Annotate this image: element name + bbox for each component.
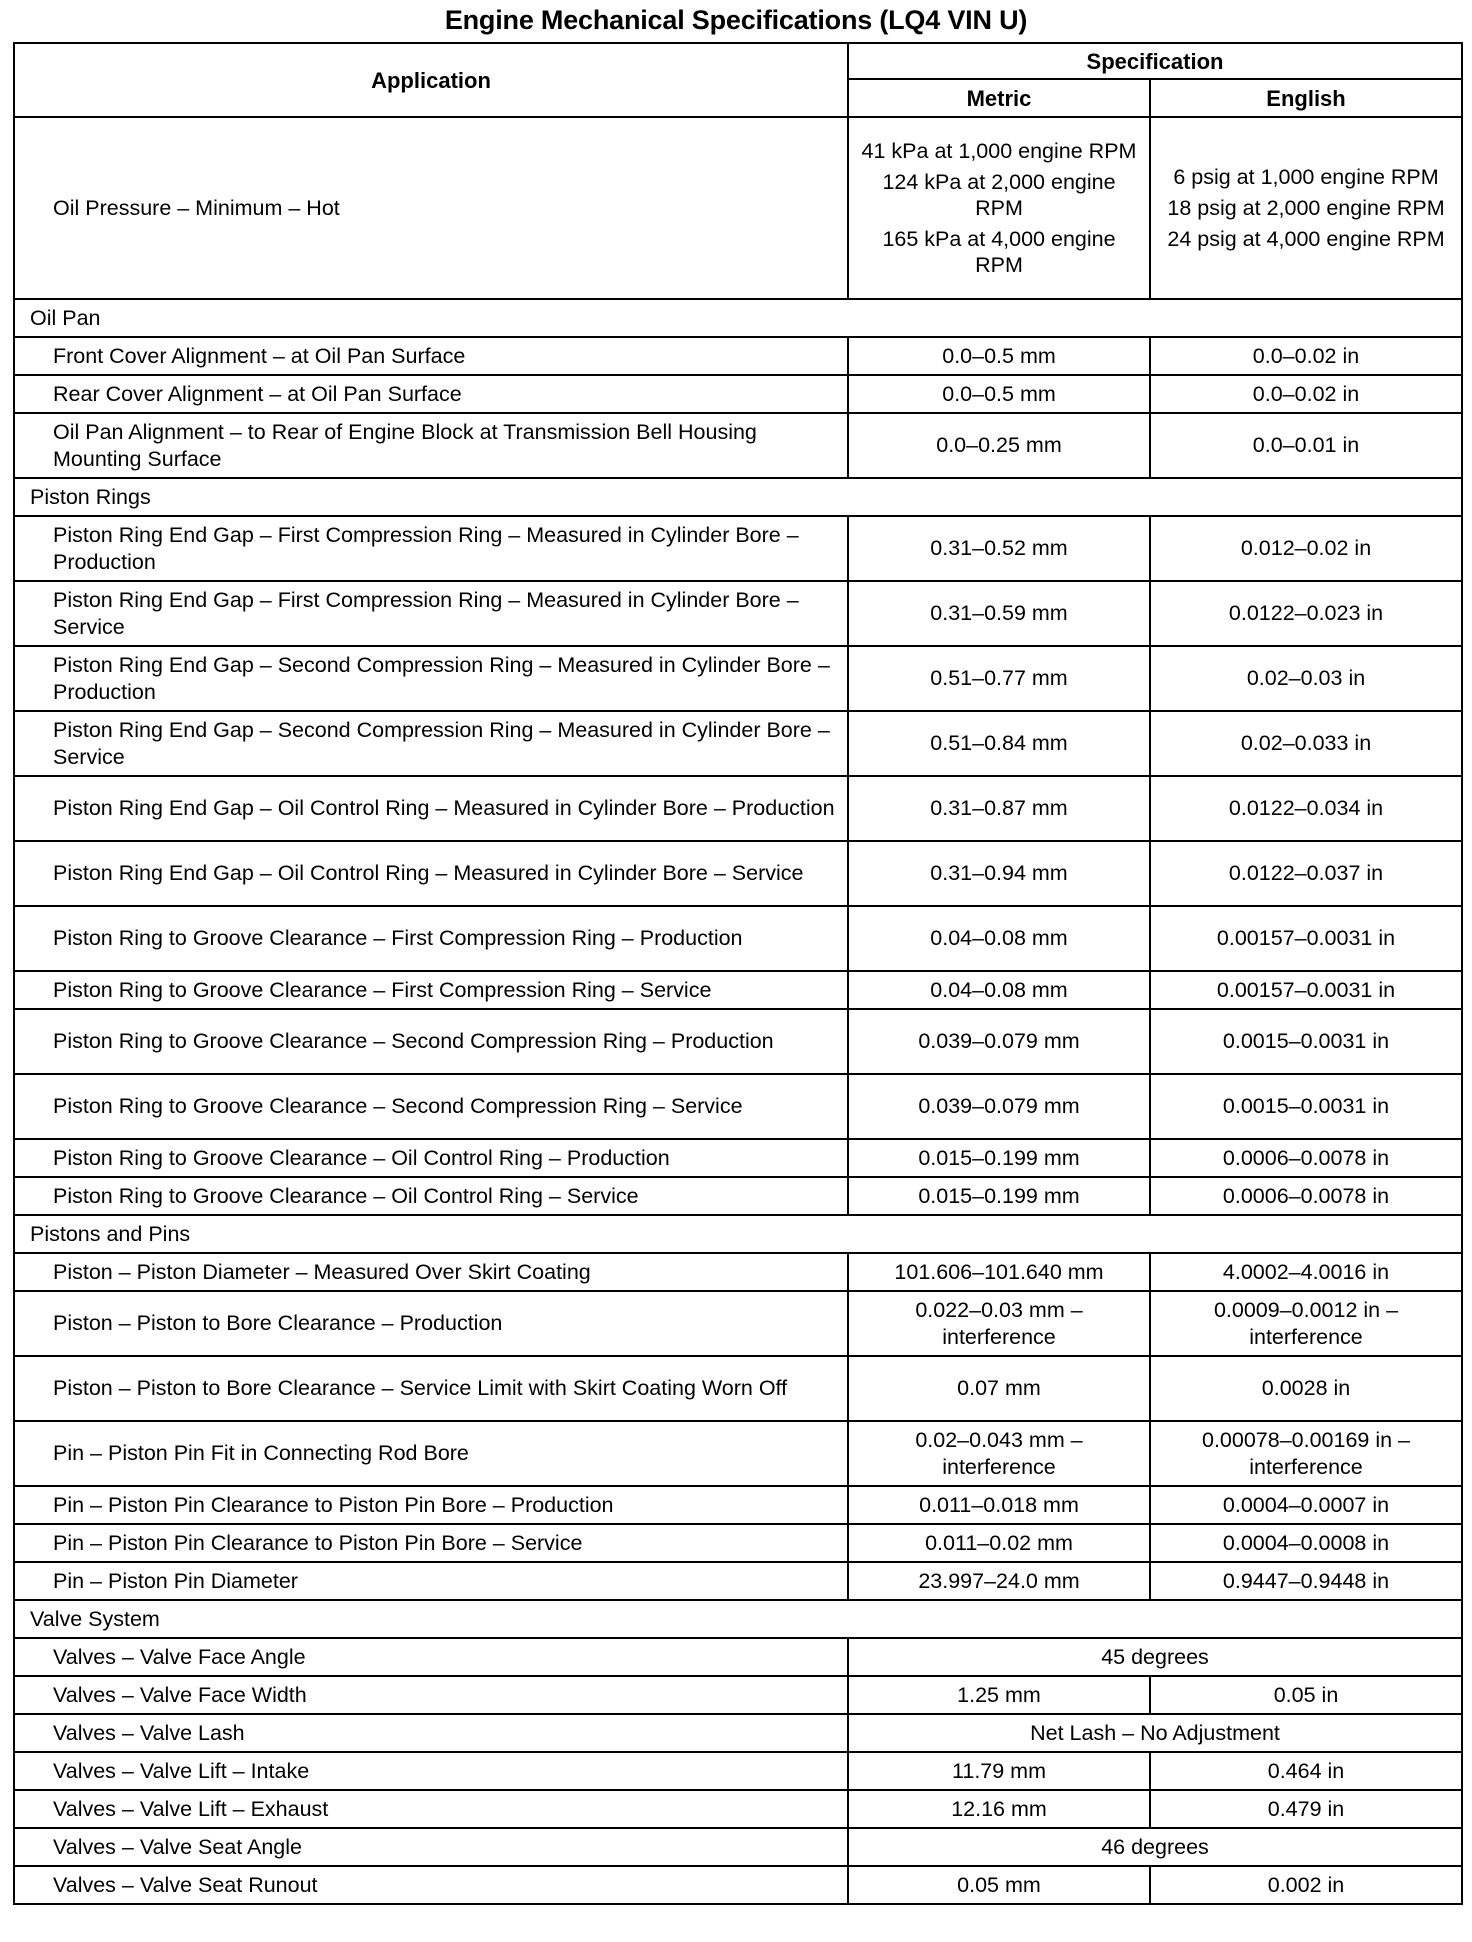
application-cell: Pin – Piston Pin Clearance to Piston Pin Bore – Production bbox=[14, 1486, 848, 1524]
english-cell bbox=[1150, 413, 1462, 478]
metric-value: 0.31–0.59 mm bbox=[930, 601, 1068, 625]
table-row bbox=[14, 711, 1462, 776]
english-cell bbox=[1150, 776, 1462, 841]
metric-value: 124 kPa at 2,000 engine RPM bbox=[882, 170, 1116, 220]
metric-cell bbox=[848, 906, 1150, 971]
application-cell: Piston Ring to Groove Clearance – Second Compression Ring – Production bbox=[14, 1009, 848, 1074]
column-header-metric: Metric bbox=[848, 79, 1150, 117]
column-header-application: Application bbox=[14, 43, 848, 117]
table-row bbox=[14, 1291, 1462, 1356]
section-row bbox=[14, 1215, 1462, 1253]
metric-cell bbox=[848, 776, 1150, 841]
table-row bbox=[14, 1676, 1462, 1714]
table-row bbox=[14, 841, 1462, 906]
metric-value: 12.16 mm bbox=[951, 1796, 1047, 1821]
table-row bbox=[14, 1562, 1462, 1600]
english-cell bbox=[1150, 1177, 1462, 1215]
application-cell: Piston Ring End Gap – First Compression Ring – Measured in Cylinder Bore – Production bbox=[14, 516, 848, 581]
metric-value: 0.0–0.5 mm bbox=[942, 343, 1056, 368]
english-value: 0.0015–0.0031 in bbox=[1222, 1029, 1390, 1053]
table-row bbox=[14, 1714, 1462, 1752]
table-row bbox=[14, 413, 1462, 478]
metric-cell bbox=[848, 375, 1150, 413]
english-cell bbox=[1150, 1486, 1462, 1524]
english-cell bbox=[1150, 117, 1462, 299]
application-cell: Piston Ring to Groove Clearance – First Compression Ring – Production bbox=[14, 906, 848, 971]
metric-cell bbox=[848, 1074, 1150, 1139]
metric-cell bbox=[848, 1291, 1150, 1356]
specifications-table bbox=[13, 42, 1463, 1905]
english-value: 0.0004–0.0008 in bbox=[1222, 1530, 1390, 1555]
table-row bbox=[14, 1828, 1462, 1866]
english-value: 6 psig at 1,000 engine RPM bbox=[1173, 165, 1439, 189]
english-cell bbox=[1150, 1676, 1462, 1714]
metric-value: 0.31–0.52 mm bbox=[930, 536, 1068, 560]
english-value: 4.0002–4.0016 in bbox=[1222, 1259, 1390, 1284]
section-heading: Piston Rings bbox=[14, 478, 1462, 516]
table-row bbox=[14, 1866, 1462, 1904]
section-row bbox=[14, 1600, 1462, 1638]
english-value: 0.00157–0.0031 in bbox=[1216, 977, 1396, 1002]
english-cell bbox=[1150, 1562, 1462, 1600]
english-cell bbox=[1150, 711, 1462, 776]
metric-value: 0.04–0.08 mm bbox=[930, 977, 1068, 1002]
english-cell bbox=[1150, 1074, 1462, 1139]
metric-cell bbox=[848, 1421, 1150, 1486]
english-cell bbox=[1150, 1139, 1462, 1177]
table-row-oil-pressure bbox=[14, 117, 1462, 299]
english-cell bbox=[1150, 1790, 1462, 1828]
application-cell: Piston – Piston to Bore Clearance – Service Limit with Skirt Coating Worn Off bbox=[14, 1356, 848, 1421]
metric-cell bbox=[848, 337, 1150, 375]
english-cell bbox=[1150, 1752, 1462, 1790]
english-cell bbox=[1150, 1421, 1462, 1486]
metric-value: 0.31–0.94 mm bbox=[930, 861, 1068, 885]
english-cell bbox=[1150, 646, 1462, 711]
english-value: 0.05 in bbox=[1273, 1682, 1339, 1707]
section-heading: Oil Pan bbox=[14, 299, 1462, 337]
english-value: 18 psig at 2,000 engine RPM bbox=[1167, 196, 1445, 220]
table-row bbox=[14, 1790, 1462, 1828]
metric-value: 23.997–24.0 mm bbox=[918, 1568, 1080, 1593]
application-cell: Piston – Piston Diameter – Measured Over Skirt Coating bbox=[14, 1253, 848, 1291]
metric-cell bbox=[848, 1486, 1150, 1524]
column-header-english: English bbox=[1150, 79, 1462, 117]
english-value: 0.0006–0.0078 in bbox=[1222, 1145, 1390, 1170]
metric-cell bbox=[848, 1177, 1150, 1215]
application-cell: Pin – Piston Pin Diameter bbox=[14, 1562, 848, 1600]
application-cell: Valves – Valve Lash bbox=[14, 1714, 848, 1752]
application-cell: Valves – Valve Seat Angle bbox=[14, 1828, 848, 1866]
english-value: 0.479 in bbox=[1267, 1796, 1345, 1821]
metric-value: 0.31–0.87 mm bbox=[930, 796, 1068, 820]
metric-value: 0.04–0.08 mm bbox=[930, 926, 1068, 950]
english-cell bbox=[1150, 1356, 1462, 1421]
english-value: 0.0006–0.0078 in bbox=[1222, 1183, 1390, 1208]
application-cell: Valves – Valve Lift – Exhaust bbox=[14, 1790, 848, 1828]
english-cell bbox=[1150, 516, 1462, 581]
english-value: 0.02–0.03 in bbox=[1246, 666, 1366, 690]
english-value: 0.0122–0.034 in bbox=[1228, 796, 1384, 820]
table-row bbox=[14, 1638, 1462, 1676]
metric-value: 0.0–0.5 mm bbox=[942, 381, 1056, 406]
metric-value: 0.02–0.043 mm – interference bbox=[915, 1427, 1083, 1479]
english-value: 0.0122–0.023 in bbox=[1228, 601, 1384, 625]
application-cell: Valves – Valve Seat Runout bbox=[14, 1866, 848, 1904]
metric-cell bbox=[848, 971, 1150, 1009]
table-row bbox=[14, 1486, 1462, 1524]
section-row bbox=[14, 299, 1462, 337]
english-value: 0.0028 in bbox=[1261, 1376, 1351, 1400]
metric-value: 0.05 mm bbox=[957, 1872, 1041, 1897]
english-value: 0.464 in bbox=[1267, 1758, 1345, 1783]
metric-value: 0.015–0.199 mm bbox=[918, 1145, 1080, 1170]
metric-cell bbox=[848, 841, 1150, 906]
metric-value: 0.0–0.25 mm bbox=[936, 433, 1062, 457]
metric-cell bbox=[848, 1752, 1150, 1790]
english-value: 0.02–0.033 in bbox=[1240, 731, 1372, 755]
english-value: 0.002 in bbox=[1267, 1872, 1345, 1897]
application-cell: Piston Ring End Gap – Second Compression Ring – Measured in Cylinder Bore – Service bbox=[14, 711, 848, 776]
metric-value: 1.25 mm bbox=[957, 1682, 1041, 1707]
metric-cell bbox=[848, 1676, 1150, 1714]
english-value: 0.00157–0.0031 in bbox=[1216, 926, 1396, 950]
table-row bbox=[14, 1524, 1462, 1562]
metric-value: 0.011–0.02 mm bbox=[925, 1530, 1073, 1555]
table-row bbox=[14, 1421, 1462, 1486]
table-row bbox=[14, 1177, 1462, 1215]
english-value: 0.0015–0.0031 in bbox=[1222, 1094, 1390, 1118]
metric-cell bbox=[848, 1790, 1150, 1828]
english-cell bbox=[1150, 906, 1462, 971]
application-cell: Front Cover Alignment – at Oil Pan Surface bbox=[14, 337, 848, 375]
table-row bbox=[14, 337, 1462, 375]
application-cell: Pin – Piston Pin Clearance to Piston Pin Bore – Service bbox=[14, 1524, 848, 1562]
english-cell bbox=[1150, 1524, 1462, 1562]
table-row bbox=[14, 906, 1462, 971]
english-cell bbox=[1150, 337, 1462, 375]
column-header-specification: Specification bbox=[848, 43, 1462, 79]
application-cell: Valves – Valve Face Angle bbox=[14, 1638, 848, 1676]
table-row bbox=[14, 581, 1462, 646]
metric-value: 0.039–0.079 mm bbox=[918, 1094, 1080, 1118]
table-row bbox=[14, 516, 1462, 581]
metric-cell bbox=[848, 1253, 1150, 1291]
english-cell bbox=[1150, 841, 1462, 906]
metric-value: 0.011–0.018 mm bbox=[919, 1492, 1079, 1517]
metric-cell bbox=[848, 1009, 1150, 1074]
english-value: 0.0–0.02 in bbox=[1252, 343, 1360, 368]
section-heading: Pistons and Pins bbox=[14, 1215, 1462, 1253]
english-cell bbox=[1150, 375, 1462, 413]
application-cell: Piston Ring to Groove Clearance – First Compression Ring – Service bbox=[14, 971, 848, 1009]
english-cell bbox=[1150, 1253, 1462, 1291]
english-value: 0.00078–0.00169 in – interference bbox=[1201, 1427, 1411, 1479]
metric-value: 0.022–0.03 mm – interference bbox=[915, 1297, 1083, 1349]
metric-value: 165 kPa at 4,000 engine RPM bbox=[882, 227, 1116, 277]
metric-cell bbox=[848, 516, 1150, 581]
application-cell: Valves – Valve Lift – Intake bbox=[14, 1752, 848, 1790]
english-cell bbox=[1150, 1291, 1462, 1356]
section-row bbox=[14, 478, 1462, 516]
metric-value: 0.51–0.84 mm bbox=[930, 731, 1068, 755]
metric-cell bbox=[848, 413, 1150, 478]
metric-value: 0.039–0.079 mm bbox=[918, 1029, 1080, 1053]
combined-spec-cell: Net Lash – No Adjustment bbox=[848, 1714, 1462, 1752]
table-row bbox=[14, 1752, 1462, 1790]
metric-value: 0.015–0.199 mm bbox=[918, 1183, 1080, 1208]
metric-value: 41 kPa at 1,000 engine RPM bbox=[861, 139, 1137, 163]
table-row bbox=[14, 1139, 1462, 1177]
application-cell: Valves – Valve Face Width bbox=[14, 1676, 848, 1714]
application-cell: Piston Ring to Groove Clearance – Second Compression Ring – Service bbox=[14, 1074, 848, 1139]
english-value: 0.9447–0.9448 in bbox=[1222, 1568, 1390, 1593]
metric-cell bbox=[848, 1139, 1150, 1177]
application-cell: Piston Ring to Groove Clearance – Oil Control Ring – Production bbox=[14, 1139, 848, 1177]
application-cell: Pin – Piston Pin Fit in Connecting Rod Bore bbox=[14, 1421, 848, 1486]
english-cell bbox=[1150, 1866, 1462, 1904]
english-value: 0.0–0.01 in bbox=[1252, 433, 1360, 457]
metric-cell bbox=[848, 1866, 1150, 1904]
table-row bbox=[14, 1074, 1462, 1139]
table-body bbox=[14, 117, 1462, 1904]
table-row bbox=[14, 1009, 1462, 1074]
metric-cell bbox=[848, 117, 1150, 299]
application-cell: Piston Ring End Gap – Oil Control Ring – Measured in Cylinder Bore – Production bbox=[14, 776, 848, 841]
table-row bbox=[14, 1253, 1462, 1291]
combined-spec-cell: 45 degrees bbox=[848, 1638, 1462, 1676]
metric-value: 0.07 mm bbox=[957, 1376, 1041, 1400]
metric-cell bbox=[848, 711, 1150, 776]
application-cell: Piston Ring End Gap – First Compression Ring – Measured in Cylinder Bore – Service bbox=[14, 581, 848, 646]
english-cell bbox=[1150, 971, 1462, 1009]
metric-value: 101.606–101.640 mm bbox=[894, 1259, 1104, 1284]
application-cell: Piston Ring to Groove Clearance – Oil Control Ring – Service bbox=[14, 1177, 848, 1215]
application-cell: Rear Cover Alignment – at Oil Pan Surface bbox=[14, 375, 848, 413]
table-row bbox=[14, 1356, 1462, 1421]
table-row bbox=[14, 971, 1462, 1009]
metric-cell bbox=[848, 1524, 1150, 1562]
application-cell: Oil Pressure – Minimum – Hot bbox=[14, 117, 848, 299]
page-title: Engine Mechanical Specifications (LQ4 VIN U) bbox=[444, 5, 1028, 35]
table-row bbox=[14, 646, 1462, 711]
english-cell bbox=[1150, 581, 1462, 646]
combined-spec-cell: 46 degrees bbox=[848, 1828, 1462, 1866]
table-row bbox=[14, 776, 1462, 841]
metric-value: 11.79 mm bbox=[952, 1758, 1046, 1783]
section-heading: Valve System bbox=[14, 1600, 1462, 1638]
english-value: 0.0–0.02 in bbox=[1252, 381, 1360, 406]
metric-cell bbox=[848, 1356, 1150, 1421]
table-row bbox=[14, 375, 1462, 413]
english-cell bbox=[1150, 1009, 1462, 1074]
application-cell: Piston Ring End Gap – Second Compression Ring – Measured in Cylinder Bore – Production bbox=[14, 646, 848, 711]
metric-cell bbox=[848, 581, 1150, 646]
metric-cell bbox=[848, 1562, 1150, 1600]
english-value: 0.0122–0.037 in bbox=[1228, 861, 1384, 885]
application-cell: Piston – Piston to Bore Clearance – Production bbox=[14, 1291, 848, 1356]
table-header bbox=[14, 43, 1462, 117]
application-cell: Piston Ring End Gap – Oil Control Ring – Measured in Cylinder Bore – Service bbox=[14, 841, 848, 906]
english-value: 0.012–0.02 in bbox=[1240, 536, 1372, 560]
metric-value: 0.51–0.77 mm bbox=[930, 666, 1068, 690]
english-value: 0.0009–0.0012 in – interference bbox=[1213, 1297, 1399, 1349]
english-value: 0.0004–0.0007 in bbox=[1222, 1492, 1390, 1517]
english-value: 24 psig at 4,000 engine RPM bbox=[1167, 227, 1445, 251]
application-cell: Oil Pan Alignment – to Rear of Engine Block at Transmission Bell Housing Mounting Surface bbox=[14, 413, 848, 478]
metric-cell bbox=[848, 646, 1150, 711]
